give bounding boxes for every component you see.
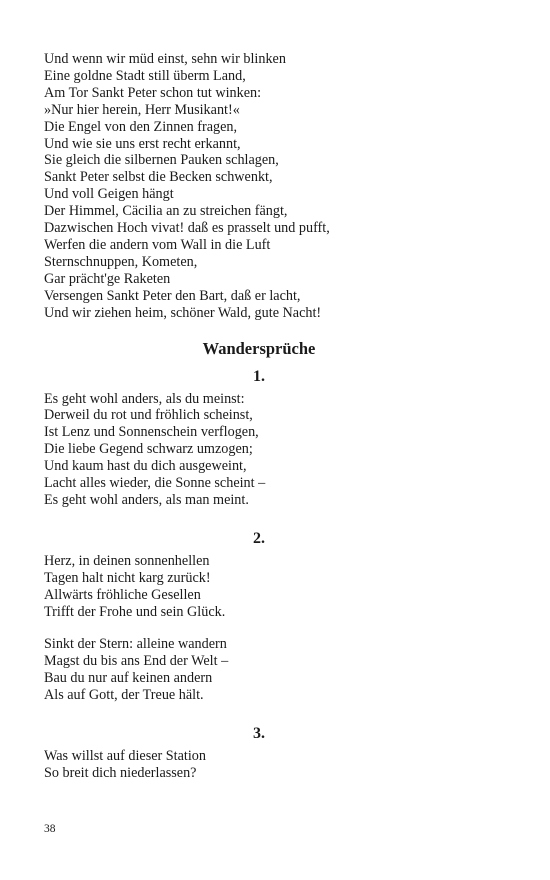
poem-number: 3. [253,725,265,743]
poem-line: Gar prächt'ge Raketen [44,270,171,287]
poem-line: Allwärts fröhliche Gesellen [44,586,201,603]
poem-line: Ist Lenz und Sonnenschein verflogen, [44,424,259,441]
poem-line: Bau du nur auf keinen andern [44,670,213,687]
poem-line: Und kaum hast du dich ausgeweint, [44,458,247,475]
poem-number: 1. [253,367,265,385]
poem-line: Trifft der Frohe und sein Glück. [44,603,226,620]
poem-line: Und wir ziehen heim, schöner Wald, gute Nacht! [44,304,322,321]
poem-line: Magst du bis ans End der Welt – [44,653,229,670]
poem-line: Derweil du rot und fröhlich scheinst, [44,407,253,424]
poem-line: Es geht wohl anders, als du meinst: [44,390,245,407]
page-content [44,51,474,782]
page-number: 38 [44,823,56,835]
poem-line: Tagen halt nicht karg zurück! [44,569,211,586]
poem-line: Sinkt der Stern: alleine wandern [44,636,227,653]
poem-stanza [44,636,474,704]
section-title: Wandersprüche [202,338,316,358]
poem-stanza [44,553,474,621]
poem-line: Es geht wohl anders, als man meint. [44,491,249,508]
poem-line: Am Tor Sankt Peter schon tut winken: [44,84,262,101]
poem-stanza [44,391,474,509]
poem-line: Herz, in deinen sonnenhellen [44,552,210,569]
poem-line: Der Himmel, Cäcilia an zu streichen fängt, [44,203,288,220]
poem-line: Eine goldne Stadt still überm Land, [44,67,246,84]
poem-line: Werfen die andern vom Wall in die Luft [44,236,271,253]
poem-line: Was willst auf dieser Station [44,748,206,765]
poem-line: Und voll Geigen hängt [44,186,174,203]
poem-line: Versengen Sankt Peter den Bart, daß er lacht, [44,287,301,304]
poem-line: Sankt Peter selbst die Becken schwenkt, [44,169,273,186]
poem-stanza [44,748,474,782]
poem-line: Lacht alles wieder, die Sonne scheint – [44,475,266,492]
poem-line: Und wie sie uns erst recht erkannt, [44,135,241,152]
poem-line: Als auf Gott, der Treue hält. [44,687,204,704]
poem-line: Die Engel von den Zinnen fragen, [44,118,238,135]
poem-line: Die liebe Gegend schwarz umzogen; [44,441,253,458]
poem-line: Dazwischen Hoch vivat! daß es prasselt und pufft, [44,220,330,237]
poem-line: So breit dich niederlassen? [44,765,197,781]
poem-ending-stanza [44,51,474,322]
poem-line: Sie gleich die silbernen Pauken schlagen, [44,152,279,169]
poem-line: Und wenn wir müd einst, sehn wir blinken [44,51,286,67]
poem-number: 2. [253,529,265,547]
poem-line: »Nur hier herein, Herr Musikant!« [44,101,240,118]
poem-line: Sternschnuppen, Kometen, [44,253,198,270]
